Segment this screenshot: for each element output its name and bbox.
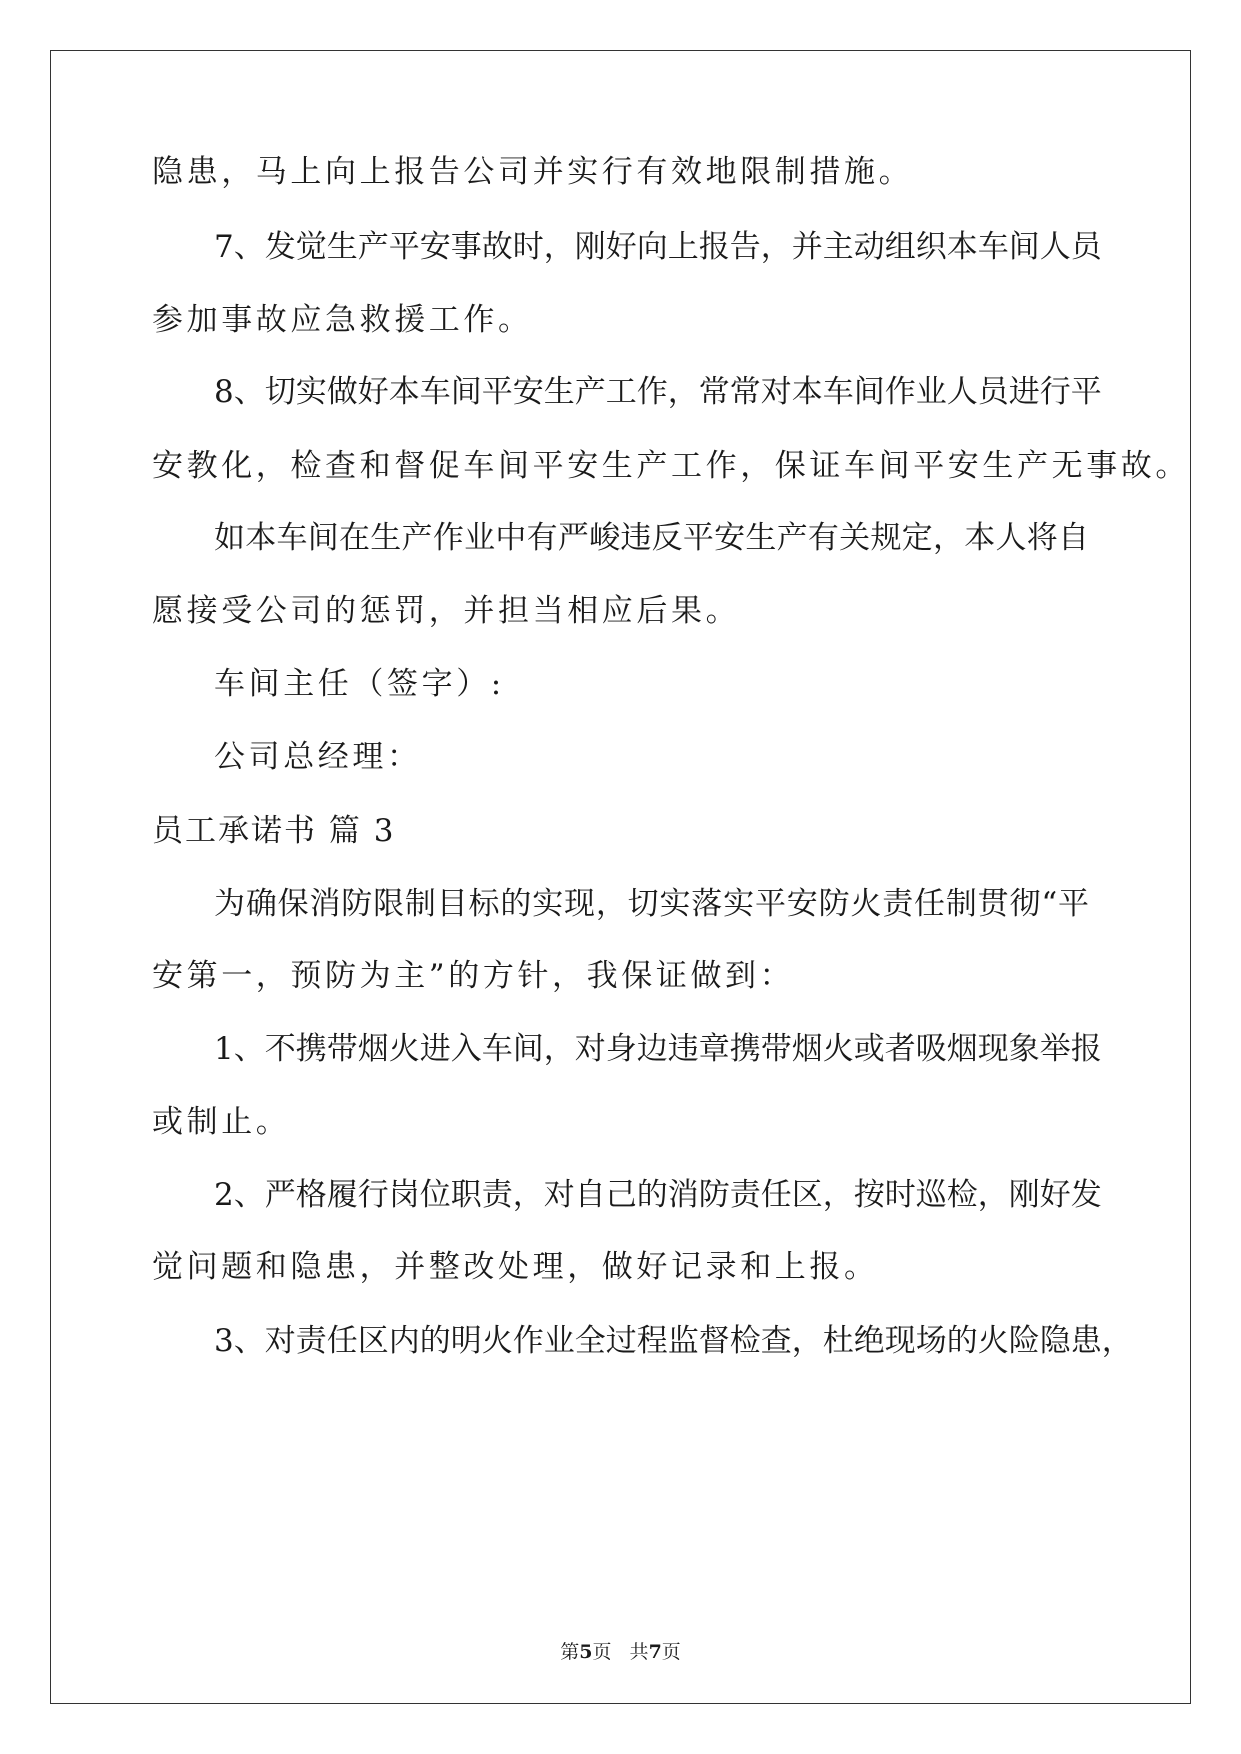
footer-suffix: 页 (661, 1641, 681, 1663)
text-line-4: 8、切实做好本车间平安生产工作，常常对本车间作业人员进行平 (214, 374, 1102, 410)
text-line-17: 3、对责任区内的明火作业全过程监督检查，杜绝现场的火险隐患， (214, 1323, 1133, 1359)
text-line-5: 安教化，检查和督促车间平安生产工作，保证车间平安生产无事故。 (152, 448, 1190, 484)
text-line-6: 如本车间在生产作业中有严峻违反平安生产有关规定，本人将自 (214, 520, 1089, 556)
text-line-2: 7、发觉生产平安事故时，刚好向上报告，并主动组织本车间人员 (214, 229, 1102, 265)
page-border (50, 50, 1191, 1704)
current-page-number: 5 (579, 1641, 593, 1663)
signature-general-manager: 公司总经理： (214, 739, 422, 775)
text-line-3: 参加事故应急救援工作。 (152, 302, 533, 338)
text-line-13: 1、不携带烟火进入车间，对身边违章携带烟火或者吸烟现象举报 (214, 1031, 1102, 1067)
text-line-12: 安第一，预防为主”的方针，我保证做到： (152, 958, 795, 994)
page-footer (0, 1640, 1241, 1664)
section-heading: 员工承诺书 篇 3 (152, 813, 396, 849)
text-line-11: 为确保消防限制目标的实现，切实落实平安防火责任制贯彻“平 (214, 886, 1089, 922)
text-line-16: 觉问题和隐患，并整改处理，做好记录和上报。 (152, 1249, 879, 1285)
text-line-1: 隐患，马上向上报告公司并实行有效地限制措施。 (152, 154, 914, 190)
footer-prefix: 第 (560, 1641, 580, 1663)
text-line-14: 或制止。 (152, 1104, 291, 1140)
text-line-7: 愿接受公司的惩罚，并担当相应后果。 (152, 593, 741, 629)
total-page-number: 7 (648, 1641, 662, 1663)
signature-workshop-director: 车间主任（签字）: (214, 666, 505, 702)
footer-middle: 页 共 (592, 1641, 649, 1663)
text-line-15: 2、严格履行岗位职责，对自己的消防责任区，按时巡检，刚好发 (214, 1177, 1102, 1213)
